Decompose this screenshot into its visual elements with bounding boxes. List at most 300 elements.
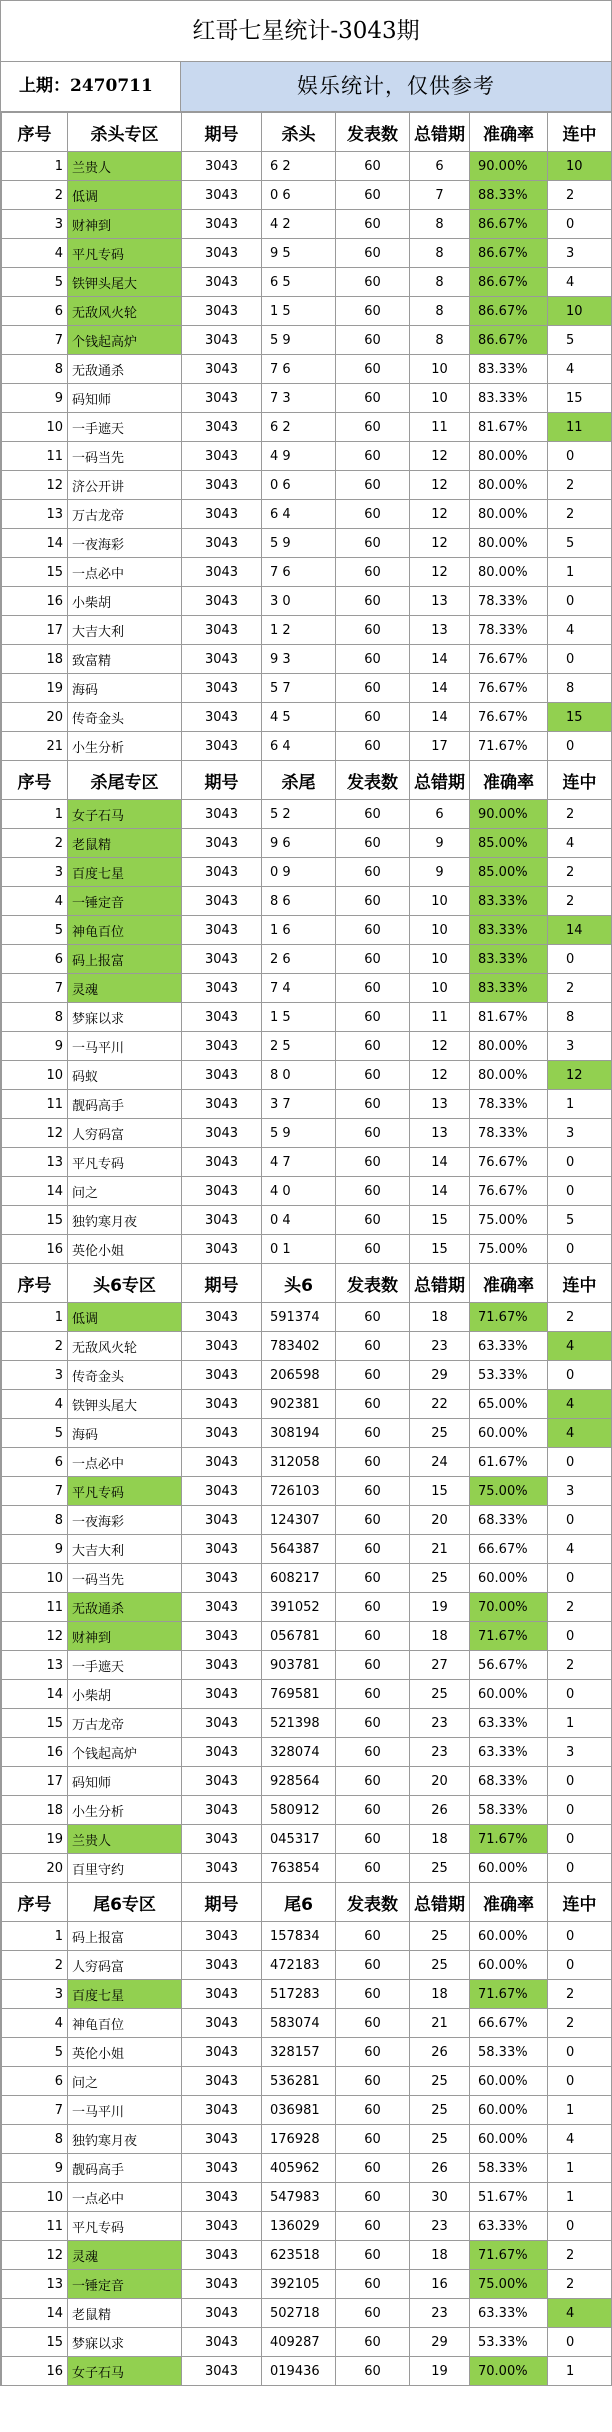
total-miss: 18 bbox=[410, 1303, 470, 1332]
win-streak: 3 bbox=[548, 1032, 612, 1061]
table-row bbox=[2, 616, 612, 645]
total-miss: 12 bbox=[410, 1061, 470, 1090]
published-count: 60 bbox=[336, 1419, 410, 1448]
win-streak: 2 bbox=[548, 800, 612, 829]
published-count: 60 bbox=[336, 326, 410, 355]
published-count: 60 bbox=[336, 2009, 410, 2038]
row-index: 4 bbox=[2, 887, 68, 916]
header-col-value: 杀尾 bbox=[262, 761, 336, 800]
expert-name: 灵魂 bbox=[68, 974, 182, 1003]
row-index: 1 bbox=[2, 800, 68, 829]
accuracy-rate: 51.67% bbox=[470, 2183, 548, 2212]
table-row bbox=[2, 1767, 612, 1796]
expert-name: 万古龙帝 bbox=[68, 500, 182, 529]
win-streak: 1 bbox=[548, 2183, 612, 2212]
issue-number: 3043 bbox=[182, 1390, 262, 1419]
issue-number: 3043 bbox=[182, 1796, 262, 1825]
section-header-row bbox=[2, 761, 612, 800]
table-row bbox=[2, 732, 612, 761]
published-count: 60 bbox=[336, 2299, 410, 2328]
win-streak: 0 bbox=[548, 732, 612, 761]
expert-name: 海码 bbox=[68, 674, 182, 703]
expert-name: 一点必中 bbox=[68, 2183, 182, 2212]
accuracy-rate: 75.00% bbox=[470, 1235, 548, 1264]
prediction-value: 124307 bbox=[262, 1506, 336, 1535]
table-row bbox=[2, 297, 612, 326]
total-miss: 10 bbox=[410, 974, 470, 1003]
total-miss: 12 bbox=[410, 500, 470, 529]
row-index: 6 bbox=[2, 1448, 68, 1477]
expert-name: 梦寐以求 bbox=[68, 2328, 182, 2357]
win-streak: 1 bbox=[548, 558, 612, 587]
accuracy-rate: 81.67% bbox=[470, 413, 548, 442]
row-index: 5 bbox=[2, 268, 68, 297]
win-streak: 2 bbox=[548, 1303, 612, 1332]
table-row bbox=[2, 384, 612, 413]
total-miss: 25 bbox=[410, 2096, 470, 2125]
published-count: 60 bbox=[336, 2154, 410, 2183]
table-row bbox=[2, 2357, 612, 2386]
published-count: 60 bbox=[336, 616, 410, 645]
published-count: 60 bbox=[336, 1119, 410, 1148]
published-count: 60 bbox=[336, 500, 410, 529]
table-row bbox=[2, 1119, 612, 1148]
published-count: 60 bbox=[336, 1061, 410, 1090]
table-row bbox=[2, 703, 612, 732]
prediction-value: 1 2 bbox=[262, 616, 336, 645]
row-index: 10 bbox=[2, 1564, 68, 1593]
issue-number: 3043 bbox=[182, 1980, 262, 2009]
accuracy-rate: 76.67% bbox=[470, 645, 548, 674]
expert-name: 神龟百位 bbox=[68, 916, 182, 945]
header-col-value: 杀头 bbox=[262, 113, 336, 152]
row-index: 10 bbox=[2, 1061, 68, 1090]
table-row bbox=[2, 2183, 612, 2212]
expert-name: 英伦小姐 bbox=[68, 1235, 182, 1264]
prediction-value: 903781 bbox=[262, 1651, 336, 1680]
expert-name: 兰贵人 bbox=[68, 1825, 182, 1854]
prediction-value: 5 9 bbox=[262, 326, 336, 355]
previous-issue-label: 上期： bbox=[19, 76, 70, 96]
expert-name: 个钱起高炉 bbox=[68, 1738, 182, 1767]
published-count: 60 bbox=[336, 413, 410, 442]
row-index: 1 bbox=[2, 1303, 68, 1332]
header-col-value: 头6 bbox=[262, 1264, 336, 1303]
accuracy-rate: 85.00% bbox=[470, 829, 548, 858]
total-miss: 14 bbox=[410, 674, 470, 703]
expert-name: 海码 bbox=[68, 1419, 182, 1448]
accuracy-rate: 71.67% bbox=[470, 1303, 548, 1332]
table-row bbox=[2, 1061, 612, 1090]
header-col-index: 序号 bbox=[2, 1264, 68, 1303]
win-streak: 1 bbox=[548, 2096, 612, 2125]
accuracy-rate: 80.00% bbox=[470, 558, 548, 587]
published-count: 60 bbox=[336, 1980, 410, 2009]
expert-name: 一点必中 bbox=[68, 558, 182, 587]
prediction-value: 6 4 bbox=[262, 500, 336, 529]
prediction-value: 045317 bbox=[262, 1825, 336, 1854]
table-row bbox=[2, 1235, 612, 1264]
prediction-value: 5 9 bbox=[262, 529, 336, 558]
prediction-value: 6 2 bbox=[262, 152, 336, 181]
table-row bbox=[2, 674, 612, 703]
prediction-value: 502718 bbox=[262, 2299, 336, 2328]
win-streak: 3 bbox=[548, 1119, 612, 1148]
table-row bbox=[2, 326, 612, 355]
issue-number: 3043 bbox=[182, 1148, 262, 1177]
row-index: 11 bbox=[2, 1090, 68, 1119]
published-count: 60 bbox=[336, 1651, 410, 1680]
issue-number: 3043 bbox=[182, 1235, 262, 1264]
win-streak: 0 bbox=[548, 2038, 612, 2067]
issue-number: 3043 bbox=[182, 1854, 262, 1883]
published-count: 60 bbox=[336, 1709, 410, 1738]
total-miss: 16 bbox=[410, 2270, 470, 2299]
expert-name: 靓码高手 bbox=[68, 1090, 182, 1119]
expert-name: 小柴胡 bbox=[68, 1680, 182, 1709]
row-index: 6 bbox=[2, 297, 68, 326]
total-miss: 9 bbox=[410, 858, 470, 887]
row-index: 2 bbox=[2, 1332, 68, 1361]
win-streak: 0 bbox=[548, 210, 612, 239]
win-streak: 2 bbox=[548, 181, 612, 210]
published-count: 60 bbox=[336, 829, 410, 858]
published-count: 60 bbox=[336, 1390, 410, 1419]
prediction-value: 591374 bbox=[262, 1303, 336, 1332]
header-col-miss: 总错期 bbox=[410, 1883, 470, 1922]
accuracy-rate: 78.33% bbox=[470, 1090, 548, 1119]
header-col-streak: 连中 bbox=[548, 761, 612, 800]
prediction-value: 2 5 bbox=[262, 1032, 336, 1061]
row-index: 16 bbox=[2, 1235, 68, 1264]
prediction-value: 036981 bbox=[262, 2096, 336, 2125]
total-miss: 14 bbox=[410, 645, 470, 674]
total-miss: 23 bbox=[410, 1709, 470, 1738]
section-header-row bbox=[2, 1264, 612, 1303]
prediction-value: 5 7 bbox=[262, 674, 336, 703]
accuracy-rate: 90.00% bbox=[470, 152, 548, 181]
expert-name: 人穷码富 bbox=[68, 1951, 182, 1980]
expert-name: 大吉大利 bbox=[68, 1535, 182, 1564]
issue-number: 3043 bbox=[182, 2038, 262, 2067]
total-miss: 23 bbox=[410, 2299, 470, 2328]
table-row bbox=[2, 500, 612, 529]
row-index: 20 bbox=[2, 703, 68, 732]
expert-name: 个钱起高炉 bbox=[68, 326, 182, 355]
win-streak: 0 bbox=[548, 2328, 612, 2357]
row-index: 17 bbox=[2, 616, 68, 645]
total-miss: 10 bbox=[410, 887, 470, 916]
expert-name: 铁钾头尾大 bbox=[68, 1390, 182, 1419]
issue-number: 3043 bbox=[182, 616, 262, 645]
prediction-value: 4 2 bbox=[262, 210, 336, 239]
total-miss: 8 bbox=[410, 210, 470, 239]
issue-number: 3043 bbox=[182, 1003, 262, 1032]
expert-name: 济公开讲 bbox=[68, 471, 182, 500]
issue-number: 3043 bbox=[182, 558, 262, 587]
win-streak: 0 bbox=[548, 1854, 612, 1883]
prediction-value: 517283 bbox=[262, 1980, 336, 2009]
row-index: 12 bbox=[2, 1119, 68, 1148]
row-index: 13 bbox=[2, 500, 68, 529]
row-index: 7 bbox=[2, 2096, 68, 2125]
prediction-value: 136029 bbox=[262, 2212, 336, 2241]
total-miss: 20 bbox=[410, 1506, 470, 1535]
issue-number: 3043 bbox=[182, 2212, 262, 2241]
win-streak: 2 bbox=[548, 471, 612, 500]
total-miss: 30 bbox=[410, 2183, 470, 2212]
prediction-value: 536281 bbox=[262, 2067, 336, 2096]
accuracy-rate: 58.33% bbox=[470, 1796, 548, 1825]
table-row bbox=[2, 829, 612, 858]
table-row bbox=[2, 239, 612, 268]
total-miss: 19 bbox=[410, 1593, 470, 1622]
row-index: 11 bbox=[2, 1593, 68, 1622]
expert-name: 英伦小姐 bbox=[68, 2038, 182, 2067]
total-miss: 19 bbox=[410, 2357, 470, 2386]
issue-number: 3043 bbox=[182, 500, 262, 529]
row-index: 18 bbox=[2, 645, 68, 674]
win-streak: 2 bbox=[548, 500, 612, 529]
table-row bbox=[2, 1796, 612, 1825]
row-index: 4 bbox=[2, 239, 68, 268]
prediction-value: 1 5 bbox=[262, 1003, 336, 1032]
row-index: 16 bbox=[2, 1738, 68, 1767]
accuracy-rate: 60.00% bbox=[470, 1922, 548, 1951]
accuracy-rate: 76.67% bbox=[470, 674, 548, 703]
accuracy-rate: 58.33% bbox=[470, 2154, 548, 2183]
prediction-value: 4 9 bbox=[262, 442, 336, 471]
expert-name: 独钓寒月夜 bbox=[68, 1206, 182, 1235]
total-miss: 10 bbox=[410, 384, 470, 413]
prediction-value: 0 6 bbox=[262, 471, 336, 500]
issue-number: 3043 bbox=[182, 2009, 262, 2038]
published-count: 60 bbox=[336, 1854, 410, 1883]
prediction-value: 7 4 bbox=[262, 974, 336, 1003]
accuracy-rate: 70.00% bbox=[470, 2357, 548, 2386]
published-count: 60 bbox=[336, 1448, 410, 1477]
row-index: 14 bbox=[2, 1177, 68, 1206]
win-streak: 2 bbox=[548, 1651, 612, 1680]
win-streak: 5 bbox=[548, 326, 612, 355]
prediction-value: 3 7 bbox=[262, 1090, 336, 1119]
win-streak: 8 bbox=[548, 1003, 612, 1032]
header-col-index: 序号 bbox=[2, 761, 68, 800]
table-row bbox=[2, 1922, 612, 1951]
accuracy-rate: 60.00% bbox=[470, 1951, 548, 1980]
win-streak: 10 bbox=[548, 152, 612, 181]
expert-name: 无敌风火轮 bbox=[68, 1332, 182, 1361]
accuracy-rate: 80.00% bbox=[470, 500, 548, 529]
row-index: 4 bbox=[2, 2009, 68, 2038]
win-streak: 15 bbox=[548, 703, 612, 732]
table-row bbox=[2, 1854, 612, 1883]
row-index: 9 bbox=[2, 2154, 68, 2183]
accuracy-rate: 80.00% bbox=[470, 1061, 548, 1090]
issue-number: 3043 bbox=[182, 442, 262, 471]
row-index: 5 bbox=[2, 916, 68, 945]
accuracy-rate: 53.33% bbox=[470, 2328, 548, 2357]
issue-number: 3043 bbox=[182, 800, 262, 829]
header-col-count: 发表数 bbox=[336, 1883, 410, 1922]
win-streak: 4 bbox=[548, 1390, 612, 1419]
row-index: 5 bbox=[2, 1419, 68, 1448]
published-count: 60 bbox=[336, 558, 410, 587]
table-row bbox=[2, 974, 612, 1003]
accuracy-rate: 60.00% bbox=[470, 1419, 548, 1448]
row-index: 14 bbox=[2, 1680, 68, 1709]
page-title: 红哥七星统计-3043期 bbox=[1, 0, 611, 62]
expert-name: 财神到 bbox=[68, 210, 182, 239]
issue-number: 3043 bbox=[182, 384, 262, 413]
prediction-value: 9 5 bbox=[262, 239, 336, 268]
row-index: 9 bbox=[2, 384, 68, 413]
table-row bbox=[2, 442, 612, 471]
row-index: 3 bbox=[2, 858, 68, 887]
prediction-value: 472183 bbox=[262, 1951, 336, 1980]
expert-name: 平凡专码 bbox=[68, 1148, 182, 1177]
prediction-value: 9 3 bbox=[262, 645, 336, 674]
published-count: 60 bbox=[336, 2183, 410, 2212]
prediction-value: 5 2 bbox=[262, 800, 336, 829]
row-index: 4 bbox=[2, 1390, 68, 1419]
row-index: 21 bbox=[2, 732, 68, 761]
total-miss: 8 bbox=[410, 297, 470, 326]
total-miss: 25 bbox=[410, 1419, 470, 1448]
published-count: 60 bbox=[336, 1235, 410, 1264]
issue-number: 3043 bbox=[182, 1361, 262, 1390]
expert-name: 无敌通杀 bbox=[68, 1593, 182, 1622]
accuracy-rate: 83.33% bbox=[470, 355, 548, 384]
total-miss: 18 bbox=[410, 1825, 470, 1854]
published-count: 60 bbox=[336, 974, 410, 1003]
accuracy-rate: 88.33% bbox=[470, 181, 548, 210]
table-row bbox=[2, 1593, 612, 1622]
table-row bbox=[2, 2241, 612, 2270]
prediction-value: 580912 bbox=[262, 1796, 336, 1825]
issue-number: 3043 bbox=[182, 1119, 262, 1148]
published-count: 60 bbox=[336, 1477, 410, 1506]
accuracy-rate: 65.00% bbox=[470, 1390, 548, 1419]
win-streak: 2 bbox=[548, 2270, 612, 2299]
expert-name: 一点必中 bbox=[68, 1448, 182, 1477]
published-count: 60 bbox=[336, 1738, 410, 1767]
win-streak: 15 bbox=[548, 384, 612, 413]
published-count: 60 bbox=[336, 1206, 410, 1235]
header-col-accuracy: 准确率 bbox=[470, 1264, 548, 1303]
table-row bbox=[2, 2270, 612, 2299]
issue-number: 3043 bbox=[182, 529, 262, 558]
accuracy-rate: 83.33% bbox=[470, 945, 548, 974]
header-col-name: 杀尾专区 bbox=[68, 761, 182, 800]
total-miss: 23 bbox=[410, 2212, 470, 2241]
expert-name: 万古龙帝 bbox=[68, 1709, 182, 1738]
table-row bbox=[2, 529, 612, 558]
win-streak: 1 bbox=[548, 1709, 612, 1738]
expert-name: 财神到 bbox=[68, 1622, 182, 1651]
published-count: 60 bbox=[336, 297, 410, 326]
header-col-accuracy: 准确率 bbox=[470, 761, 548, 800]
issue-number: 3043 bbox=[182, 1680, 262, 1709]
issue-number: 3043 bbox=[182, 1419, 262, 1448]
expert-name: 传奇金头 bbox=[68, 1361, 182, 1390]
published-count: 60 bbox=[336, 674, 410, 703]
published-count: 60 bbox=[336, 2125, 410, 2154]
win-streak: 2 bbox=[548, 974, 612, 1003]
prediction-value: 409287 bbox=[262, 2328, 336, 2357]
total-miss: 21 bbox=[410, 1535, 470, 1564]
issue-number: 3043 bbox=[182, 1032, 262, 1061]
accuracy-rate: 71.67% bbox=[470, 732, 548, 761]
expert-name: 问之 bbox=[68, 2067, 182, 2096]
expert-name: 一马平川 bbox=[68, 1032, 182, 1061]
total-miss: 21 bbox=[410, 2009, 470, 2038]
published-count: 60 bbox=[336, 1332, 410, 1361]
issue-number: 3043 bbox=[182, 1303, 262, 1332]
expert-name: 码上报富 bbox=[68, 945, 182, 974]
header-col-issue: 期号 bbox=[182, 113, 262, 152]
table-row bbox=[2, 1738, 612, 1767]
table-row bbox=[2, 181, 612, 210]
total-miss: 6 bbox=[410, 800, 470, 829]
accuracy-rate: 68.33% bbox=[470, 1767, 548, 1796]
issue-number: 3043 bbox=[182, 1767, 262, 1796]
accuracy-rate: 80.00% bbox=[470, 442, 548, 471]
issue-number: 3043 bbox=[182, 2299, 262, 2328]
table-row bbox=[2, 1332, 612, 1361]
win-streak: 0 bbox=[548, 2067, 612, 2096]
win-streak: 4 bbox=[548, 355, 612, 384]
issue-number: 3043 bbox=[182, 1448, 262, 1477]
accuracy-rate: 78.33% bbox=[470, 616, 548, 645]
row-index: 11 bbox=[2, 442, 68, 471]
accuracy-rate: 61.67% bbox=[470, 1448, 548, 1477]
issue-number: 3043 bbox=[182, 152, 262, 181]
table-row bbox=[2, 1419, 612, 1448]
published-count: 60 bbox=[336, 645, 410, 674]
win-streak: 3 bbox=[548, 239, 612, 268]
issue-number: 3043 bbox=[182, 1206, 262, 1235]
expert-name: 码知师 bbox=[68, 384, 182, 413]
win-streak: 0 bbox=[548, 1564, 612, 1593]
expert-name: 一马平川 bbox=[68, 2096, 182, 2125]
table-row bbox=[2, 2125, 612, 2154]
accuracy-rate: 60.00% bbox=[470, 2125, 548, 2154]
accuracy-rate: 71.67% bbox=[470, 1622, 548, 1651]
issue-number: 3043 bbox=[182, 2270, 262, 2299]
published-count: 60 bbox=[336, 1177, 410, 1206]
total-miss: 23 bbox=[410, 1738, 470, 1767]
expert-name: 老鼠精 bbox=[68, 2299, 182, 2328]
accuracy-rate: 70.00% bbox=[470, 1593, 548, 1622]
expert-name: 灵魂 bbox=[68, 2241, 182, 2270]
accuracy-rate: 81.67% bbox=[470, 1003, 548, 1032]
published-count: 60 bbox=[336, 2096, 410, 2125]
issue-number: 3043 bbox=[182, 916, 262, 945]
total-miss: 13 bbox=[410, 616, 470, 645]
prediction-value: 6 5 bbox=[262, 268, 336, 297]
accuracy-rate: 85.00% bbox=[470, 858, 548, 887]
issue-number: 3043 bbox=[182, 1622, 262, 1651]
win-streak: 1 bbox=[548, 2154, 612, 2183]
issue-number: 3043 bbox=[182, 326, 262, 355]
published-count: 60 bbox=[336, 1003, 410, 1032]
total-miss: 29 bbox=[410, 1361, 470, 1390]
total-miss: 26 bbox=[410, 2154, 470, 2183]
expert-name: 一锤定音 bbox=[68, 2270, 182, 2299]
issue-number: 3043 bbox=[182, 239, 262, 268]
table-row bbox=[2, 268, 612, 297]
